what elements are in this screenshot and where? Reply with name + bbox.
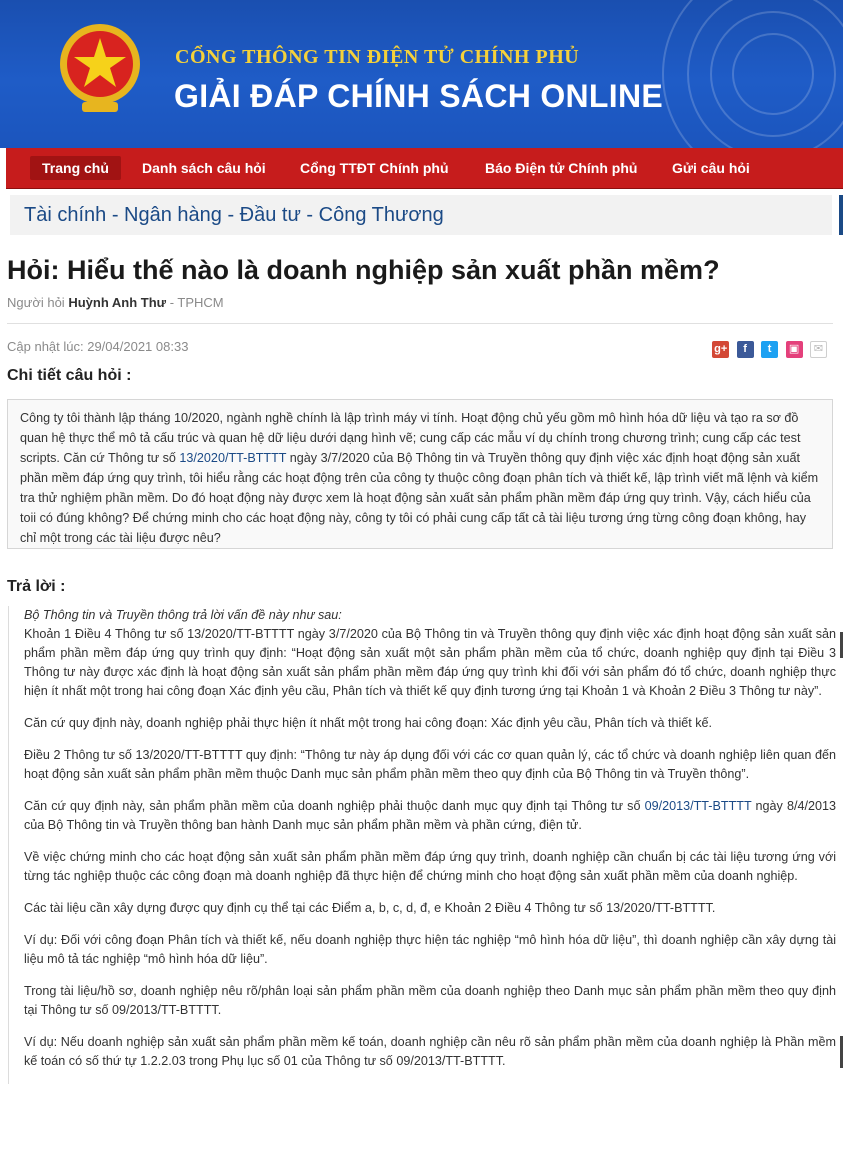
email-icon[interactable]: ✉ [810, 341, 827, 358]
category-title[interactable]: Tài chính - Ngân hàng - Đầu tư - Công Thương [24, 204, 444, 226]
asker-prefix: Người hỏi [7, 295, 65, 310]
site-name[interactable]: GIẢI ĐÁP CHÍNH SÁCH ONLINE [174, 78, 664, 114]
question-detail-heading: Chi tiết câu hỏi : [7, 367, 132, 384]
facebook-icon[interactable]: f [737, 341, 754, 358]
answer-p4-text-2: ngày 8/4/2013 của Bộ Thông tin và Truyền thông ban hành Danh mục sản phẩm phần mềm và phần cứng, điện tử. [24, 799, 836, 832]
answer-intro: Bộ Thông tin và Truyền thông trả lời vấn đề này như sau: [24, 608, 342, 622]
answer-paragraph-6: Các tài liệu cần xây dựng được quy định cụ thể tại các Điểm a, b, c, d, đ, e Khoản 2 Điều 4 Thông tư số 13/2020/TT-BTTTT. [24, 901, 716, 915]
google-plus-icon[interactable]: g+ [712, 341, 729, 358]
portal-name: CỔNG THÔNG TIN ĐIỆN TỬ CHÍNH PHỦ [175, 46, 580, 68]
answer-paragraph-3: Điều 2 Thông tư số 13/2020/TT-BTTTT quy định: “Thông tư này áp dụng đối với các cơ quan quản lý, các tổ chức và doanh nghiệp liên quan đến hoạt động sản xuất sản phẩm phần mềm thuộc Danh mục sản phẩm phần mềm theo quy định của Bộ Thông tin và Truyền thông”. [24, 748, 836, 781]
circular-link-09-2013[interactable]: 09/2013/TT-BTTTT [644, 799, 752, 813]
national-emblem-icon[interactable] [58, 20, 142, 116]
twitter-icon[interactable]: t [761, 341, 778, 358]
answer-paragraph-2: Căn cứ quy định này, doanh nghiệp phải thực hiện ít nhất một trong hai công đoạn: Xác định yêu cầu, Phân tích và thiết kế. [24, 716, 713, 730]
right-edge-accent [839, 195, 843, 235]
question-text-part1: Công ty tôi thành lập tháng 10/2020, ngành nghề chính là lập trình máy vi tính. Hoạt động chủ yếu gồm mô hình hóa dữ liệu và tạo ra sơ đồ quan hệ thực thể mô tả cấu trúc và quan hệ dữ liệu dưới dạng hình vẽ; cung cấp các mẫu ví dụ chính trong chương trình; cung cấp các test scripts. Căn cứ Thông tư số [20, 411, 801, 465]
header-banner [0, 0, 843, 148]
divider [7, 323, 833, 324]
nav-government-newspaper[interactable]: Báo Điện tử Chính phủ [485, 160, 638, 176]
answer-paragraph-8: Trong tài liệu/hồ sơ, doanh nghiệp nêu rõ/phân loại sản phẩm phần mềm của doanh nghiệp theo Danh mục sản phẩm phần mềm theo quy định tại Thông tư số 09/2013/TT-BTTTT. [24, 984, 836, 1017]
nav-home[interactable]: Trang chủ [30, 156, 121, 180]
nav-send-question[interactable]: Gửi câu hỏi [672, 160, 750, 176]
question-title: Hỏi: Hiểu thế nào là doanh nghiệp sản xuất phần mềm? [7, 255, 720, 285]
answer-heading: Trả lời : [7, 578, 66, 595]
answer-p4-text-1: Căn cứ quy định này, sản phẩm phần mềm của doanh nghiệp phải thuộc danh mục quy định tại Thông tư số [24, 799, 645, 813]
answer-body [8, 606, 836, 1084]
update-timestamp: Cập nhật lúc: 29/04/2021 08:33 [7, 339, 189, 354]
question-body [7, 399, 833, 549]
print-icon[interactable]: ▣ [786, 341, 803, 358]
nav-question-list[interactable]: Danh sách câu hỏi [142, 160, 266, 176]
share-icons [709, 339, 827, 357]
circular-link-13-2020[interactable]: 13/2020/TT-BTTTT [179, 451, 287, 465]
answer-paragraph-5: Về việc chứng minh cho các hoạt động sản xuất sản phẩm phần mềm đáp ứng quy trình, doanh nghiệp cần chuẩn bị các tài liệu tương ứng với từng tác nghiệp thuộc các công đoạn mà doanh nghiệp đã thực hiện để chứng minh cho hoạt động sản xuất phần mềm của doanh nghiệp. [24, 850, 836, 883]
asker-location: - TPHCM [166, 295, 224, 310]
asker-name: Huỳnh Anh Thư [68, 295, 167, 310]
main-nav [6, 148, 843, 189]
answer-paragraph-9: Ví dụ: Nếu doanh nghiệp sản xuất sản phẩm phần mềm kế toán, doanh nghiệp cần nêu rõ sản phẩm phần mềm của doanh nghiệp là Phần mềm kế toán có số thứ tự 1.2.2.03 trong Phụ lục số 01 của Thông tư số 09/2013/TT-BTTTT. [24, 1035, 836, 1068]
nav-government-portal[interactable]: Cổng TTĐT Chính phủ [300, 160, 449, 176]
question-text-part2: ngày 3/7/2020 của Bộ Thông tin và Truyền thông quy định việc xác định hoạt động sản xuất phần mềm đáp ứng quy trình, tôi hiểu rằng các hoạt động trên của công ty thuộc công đoạn phân tích và thiết kế, lập trình viết mã lệnh và kiểm tra thử nghiệm phần mềm. Do đó hoạt động này được xem là hoạt động sản xuất sản phẩm phần mềm đáp ứng quy trình. Vậy, cách hiểu của toii có đúng không? Để chứng minh cho các hoạt động này, công ty tôi có phải cung cấp tất cả tài liệu tương ứng từng công đoạn không, hay chỉ một trong các tài liệu được nêu? [20, 451, 819, 545]
asker-info [7, 295, 224, 310]
answer-paragraph-4 [24, 797, 836, 835]
drum-pattern-decoration [543, 0, 843, 148]
answer-paragraph-7: Ví dụ: Đối với công đoạn Phân tích và thiết kế, nếu doanh nghiệp thực hiện tác nghiệp “mô hình hóa dữ liệu”, thì doanh nghiệp cần xây dựng tài liệu mô tả tác nghiệp “mô hình hóa dữ liệu”. [24, 933, 836, 966]
answer-paragraph-1: Khoản 1 Điều 4 Thông tư số 13/2020/TT-BTTTT ngày 3/7/2020 của Bộ Thông tin và Truyền thông quy định việc xác định hoạt động sản xuất sản phẩm phần mềm đáp ứng quy trình quy định: “Hoạt động sản xuất một sản phẩm phần mềm của tổ chức, doanh nghiệp quy định tại Điều 3 Thông tư này được xác định là hoạt động sản xuất sản phẩm phần mềm đáp ứng quy trình khi đối với sản phẩm đó tổ chức, doanh nghiệp thực hiện ít nhất một trong hai công đoạn Xác định yêu cầu, Phân tích và thiết kế quy định tương ứng tại Khoản 1 và Khoản 2 Điều 3 Thông tư này”. [24, 627, 836, 698]
category-bar [10, 195, 832, 235]
